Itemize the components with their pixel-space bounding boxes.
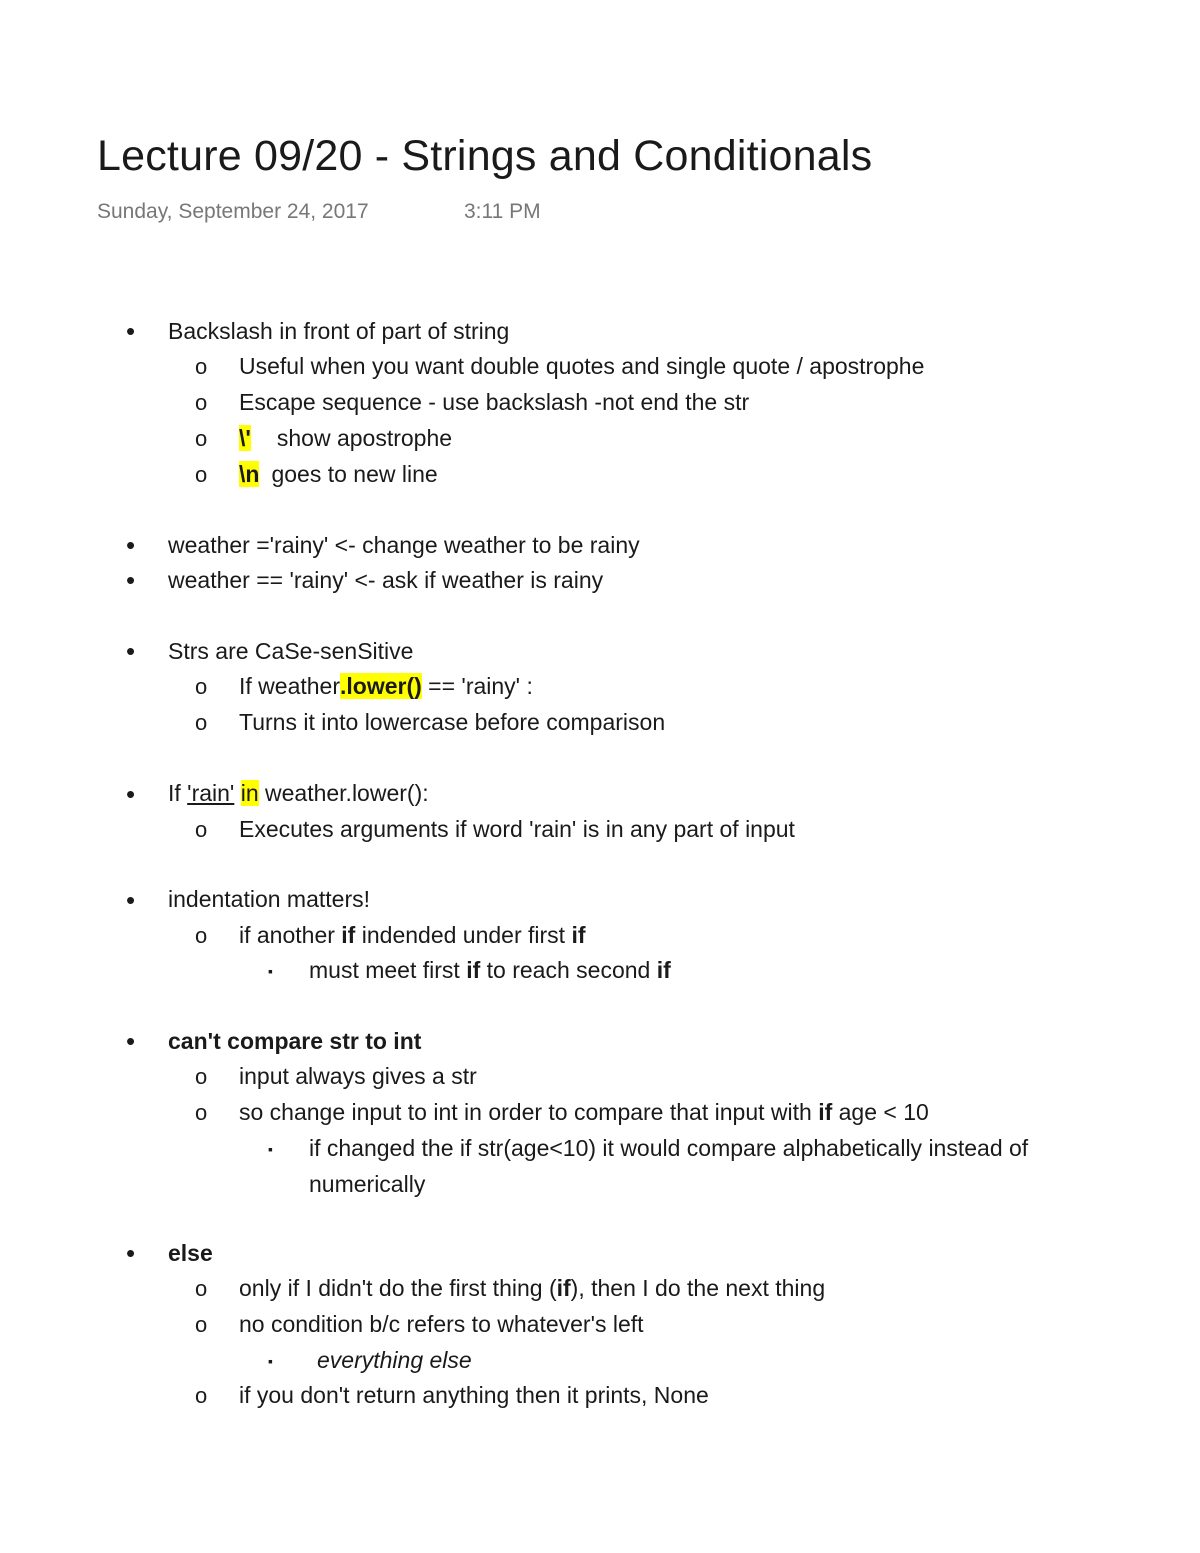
note-date: Sunday, September 24, 2017 — [97, 200, 369, 223]
if-keyword: if — [818, 1099, 833, 1125]
list-item: everything else — [317, 1347, 472, 1373]
list-item — [239, 1273, 825, 1303]
bullet-marker: • — [126, 316, 136, 346]
rain-literal: 'rain' — [187, 780, 235, 806]
text-part: must meet first — [309, 957, 467, 983]
text-part: If — [168, 780, 188, 806]
sub-bullet-marker: o — [195, 1100, 208, 1125]
list-item — [309, 955, 671, 985]
escape-code: \n — [239, 461, 260, 487]
sub-sub-bullet-marker: ▪ — [268, 1141, 273, 1157]
text-part: if another — [239, 922, 342, 948]
bullet-marker: • — [126, 530, 136, 560]
note-time: 3:11 PM — [464, 200, 541, 223]
list-item: Turns it into lowercase before comparison — [239, 709, 666, 735]
bullet-marker: • — [126, 885, 136, 915]
sub-bullet-marker: o — [195, 1276, 208, 1301]
if-keyword: if — [571, 922, 586, 948]
sub-bullet-marker: o — [195, 426, 208, 451]
sub-bullet-marker: o — [195, 390, 208, 415]
list-item: weather ='rainy' <- change weather to be rainy — [168, 532, 640, 558]
bullet-marker: • — [126, 565, 136, 595]
escape-code: \' — [239, 425, 251, 451]
text-part: so change input to int in order to compare that input with — [239, 1099, 819, 1125]
page-title: Lecture 09/20 - Strings and Conditionals — [97, 132, 873, 180]
text-part: ), then I do the next thing — [570, 1275, 826, 1301]
if-keyword: if — [556, 1275, 571, 1301]
list-item: Backslash in front of part of string — [168, 318, 510, 344]
sub-bullet-marker: o — [195, 1064, 208, 1089]
text-part: == 'rainy' : — [428, 673, 533, 699]
text-part: to reach second — [480, 957, 657, 983]
list-item: can't compare str to int — [168, 1028, 422, 1054]
list-item: if changed the if str(age<10) it would compare alphabetically instead of — [309, 1135, 1029, 1161]
sub-sub-bullet-marker: ▪ — [268, 963, 273, 979]
text-part: only if I didn't do the first thing ( — [239, 1275, 557, 1301]
list-item — [239, 671, 533, 701]
bullet-marker: • — [126, 636, 136, 666]
list-item: Executes arguments if word 'rain' is in any part of input — [239, 816, 795, 842]
list-item — [239, 459, 438, 489]
list-item: input always gives a str — [239, 1063, 477, 1089]
in-keyword: in — [240, 780, 259, 806]
list-item: indentation matters! — [168, 886, 371, 912]
list-item — [168, 778, 429, 808]
sub-sub-bullet-marker: ▪ — [268, 1353, 273, 1369]
text-part: If weather — [239, 673, 340, 699]
list-item: Escape sequence - use backslash -not end the str — [239, 389, 750, 415]
if-keyword: if — [656, 957, 671, 983]
sub-bullet-marker: o — [195, 674, 208, 699]
list-item: no condition b/c refers to whatever's left — [239, 1311, 644, 1337]
sub-bullet-marker: o — [195, 817, 208, 842]
escape-desc: show apostrophe — [276, 425, 453, 451]
list-item: weather == 'rainy' <- ask if weather is rainy — [168, 567, 604, 593]
list-item — [239, 423, 452, 453]
if-keyword: if — [466, 957, 481, 983]
text-part: age < 10 — [832, 1099, 929, 1125]
if-keyword: if — [341, 922, 356, 948]
list-item: Useful when you want double quotes and single quote / apostrophe — [239, 353, 925, 379]
sub-bullet-marker: o — [195, 1383, 208, 1408]
bullet-marker: • — [126, 1026, 136, 1056]
list-item — [239, 920, 586, 950]
code-highlight: .lower() — [340, 673, 422, 699]
sub-bullet-marker: o — [195, 354, 208, 379]
text-part: indended under first — [355, 922, 572, 948]
sub-bullet-marker: o — [195, 710, 208, 735]
bullet-marker: • — [126, 779, 136, 809]
sub-bullet-marker: o — [195, 923, 208, 948]
bullet-marker: • — [126, 1238, 136, 1268]
sub-bullet-marker: o — [195, 462, 208, 487]
escape-desc: goes to new line — [271, 461, 438, 487]
list-item-continuation: numerically — [309, 1171, 426, 1197]
list-item — [239, 1097, 929, 1127]
sub-bullet-marker: o — [195, 1312, 208, 1337]
list-item: if you don't return anything then it prints, None — [239, 1382, 709, 1408]
list-item: else — [168, 1240, 213, 1266]
list-item: Strs are CaSe-senSitive — [168, 638, 414, 664]
text-part: weather.lower(): — [258, 780, 429, 806]
